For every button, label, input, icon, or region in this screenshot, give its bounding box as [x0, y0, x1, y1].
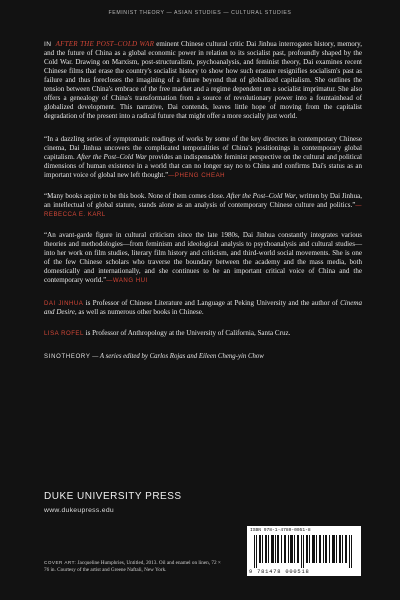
blurb-title: After the Post–Cold War	[226, 192, 296, 200]
blurb-text: “An avant-garde figure in cultural criticism since the late 1980s, Dai Jinhua constantly integrates various theories and methodologies—from feminism and ideological analysis to psychoanalysis and cultural studies—into her work on film studies, literary film history and criticism, and third-world social movements. She is one of the few Chinese scholars who traverse the boundary between the academy and the mass media, both domestically and internationally, and she continues to be an important critical voice of China and the contemporary world.”	[44, 231, 362, 284]
intro-lead: IN	[44, 41, 52, 48]
blurb-attribution: —WANG HUI	[106, 277, 148, 284]
barcode-bars	[253, 535, 357, 568]
book-title: AFTER THE POST–COLD WAR	[55, 40, 155, 48]
series-text: — A series edited by Carlos Rojas and Eileen Cheng-yin Chow	[92, 353, 264, 360]
blurb	[44, 135, 362, 180]
blurb	[44, 231, 362, 285]
cover-art-label: COVER ART:	[44, 560, 77, 565]
author-bio	[44, 299, 362, 317]
barcode	[247, 526, 361, 576]
publisher-url: www.dukeupress.edu	[44, 507, 115, 514]
blurb-text: “Many books aspire to be this book. None of them comes close.	[44, 192, 225, 200]
cover-art-credit	[44, 560, 224, 574]
blurb-text: , written by Dai Jinhua, an intellectual of global stature, stands alone as an analysis of contemporary Chinese culture and politics.”	[44, 192, 362, 209]
back-cover-text	[44, 40, 362, 362]
bio-name: LISA ROFEL	[44, 330, 84, 337]
publisher-name: DUKE UNIVERSITY PRESS	[44, 491, 182, 502]
blurb-title: After the Post–Cold War	[76, 153, 147, 161]
blurb-attribution: —REBECCA E. KARL	[44, 202, 362, 218]
bio-book-title: Cinema and Desire	[44, 299, 363, 316]
barcode-digits: 9 781478 000518	[249, 569, 310, 575]
bio-text: is Professor of Anthropology at the University of California, Santa Cruz.	[85, 329, 291, 337]
genre-bar: FEMINIST THEORY — ASIAN STUDIES — CULTURAL STUDIES	[108, 10, 292, 16]
cover-art-text: Jacqueline Humphries, Untitled, 2013. Oil and enamel on linen, 72 × 76 in. Courtesy of the artist and Greene Naftali, New York.	[44, 560, 221, 573]
blurb-text: provides an indispensable feminist perspective on the cultural and political dimensions of human existence in a world that can no longer say no to China and confirms Dai's status as an important voice of global new left thought.”	[44, 153, 362, 179]
bio-name: DAI JINHUA	[44, 300, 84, 307]
blurb-text: “In a dazzling series of symptomatic readings of works by some of the key directors in contemporary Chinese cinema, Dai Jinhua uncovers the complicated temporalities of China's positionings in contemporary global capitalism.	[44, 135, 362, 161]
series-line	[44, 352, 362, 362]
blurb-attribution: —PHENG CHEAH	[168, 172, 226, 179]
editor-bio	[44, 329, 362, 338]
bio-text: is Professor of Chinese Literature and Language at Peking University and the author of	[85, 299, 338, 307]
description	[44, 40, 362, 121]
bio-text: , as well as numerous other books in Chinese.	[74, 308, 204, 316]
series-label: SINOTHEORY	[44, 354, 91, 360]
blurb	[44, 192, 362, 219]
isbn-label: ISBN 978-1-4780-0051-8	[250, 528, 311, 533]
description-text: eminent Chinese cultural critic Dai Jinhua interrogates history, memory, and the future of China as a global economic power in relation to its socialist past, profoundly shaped by the Cold War. Drawing on Marxism, post-structuralism, psychoanalysis, and feminist theory, Dai examines recent Chinese films that erase the country's socialist history to show how such erasure resignifies socialism's past as failure and thus forecloses the imagining of a future beyond that of globalized capitalism. She outlines the tension between China's embrace of the free market and a regime dependent on a socialist imprimatur. She also offers a genealogy of China's transformation from a source of revolutionary power into a fountainhead of globalized development. This narrative, Dai contends, leaves little hope of moving from the capitalist degradation of the present into a radical future that might offer a more socially just world.	[44, 40, 362, 120]
